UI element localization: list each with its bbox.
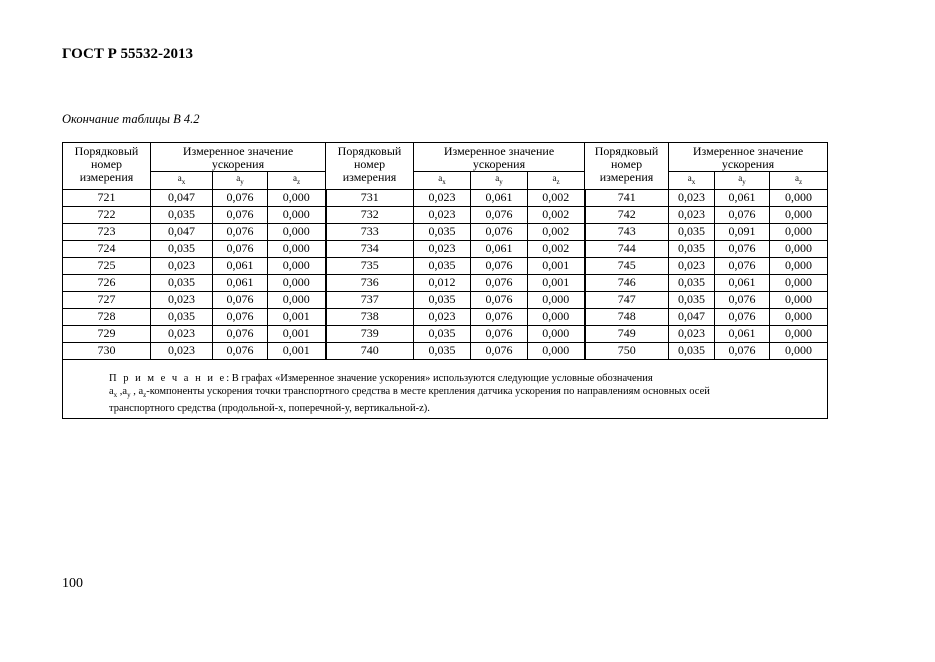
acceleration-value-cell: 0,076 — [213, 206, 268, 223]
axis-z-label: $a_z$ — [770, 172, 828, 190]
acceleration-value-cell: 0,000 — [268, 291, 326, 308]
measurement-number-cell: 738 — [326, 308, 414, 325]
acceleration-value-cell: 0,023 — [414, 189, 471, 206]
measurement-number-cell: 730 — [63, 342, 151, 359]
acceleration-value-cell: 0,035 — [151, 308, 213, 325]
acceleration-value-cell: 0,000 — [268, 240, 326, 257]
acceleration-value-cell: 0,000 — [770, 257, 828, 274]
acceleration-value-cell: 0,091 — [715, 223, 770, 240]
note-line-2: $a_x$ $,a_y$ , $a_z$-компоненты ускорения точки транспортного средства в месте крепления датчика ускорения по направлениям основных осей — [109, 385, 710, 399]
acceleration-value-cell: 0,035 — [151, 240, 213, 257]
acceleration-value-cell: 0,076 — [213, 325, 268, 342]
axis-y-label: $a_y$ — [715, 172, 770, 190]
axis-y-label: $a_y$ — [471, 172, 528, 190]
measurement-number-cell: 732 — [326, 206, 414, 223]
header-text: номер — [353, 157, 386, 171]
acceleration-value-cell: 0,076 — [715, 206, 770, 223]
header-text: измерения — [599, 170, 654, 184]
acceleration-value-cell: 0,076 — [213, 291, 268, 308]
table-row — [63, 189, 828, 206]
measurement-number-cell: 722 — [63, 206, 151, 223]
header-text: Порядковый — [337, 144, 402, 158]
table-row — [63, 240, 828, 257]
acceleration-value-cell: 0,076 — [213, 189, 268, 206]
acceleration-value-cell: 0,047 — [151, 223, 213, 240]
table-body — [63, 189, 828, 359]
measurement-table — [62, 142, 828, 419]
acceleration-value-cell: 0,000 — [528, 291, 585, 308]
axis-header-row — [63, 172, 828, 190]
acceleration-value-cell: 0,000 — [770, 274, 828, 291]
header-text: Измеренное значение — [443, 144, 555, 158]
acceleration-value-cell: 0,000 — [268, 223, 326, 240]
axis-x-label: $a_x$ — [669, 172, 715, 190]
header-number-1 — [63, 143, 151, 190]
measurement-number-cell: 735 — [326, 257, 414, 274]
acceleration-value-cell: 0,012 — [414, 274, 471, 291]
measurement-number-cell: 749 — [585, 325, 669, 342]
header-text: номер — [90, 157, 123, 171]
acceleration-value-cell: 0,035 — [414, 325, 471, 342]
measurement-number-cell: 740 — [326, 342, 414, 359]
measurement-number-cell: 731 — [326, 189, 414, 206]
table-row — [63, 206, 828, 223]
acceleration-value-cell: 0,000 — [528, 342, 585, 359]
acceleration-value-cell: 0,000 — [770, 325, 828, 342]
acceleration-value-cell: 0,035 — [151, 206, 213, 223]
axis-x-label: $a_x$ — [151, 172, 213, 190]
acceleration-value-cell: 0,000 — [770, 240, 828, 257]
table-row — [63, 342, 828, 359]
measurement-number-cell: 741 — [585, 189, 669, 206]
measurement-number-cell: 727 — [63, 291, 151, 308]
acceleration-value-cell: 0,023 — [414, 240, 471, 257]
measurement-number-cell: 744 — [585, 240, 669, 257]
acceleration-value-cell: 0,000 — [770, 189, 828, 206]
acceleration-value-cell: 0,035 — [414, 223, 471, 240]
header-value-3 — [669, 143, 828, 172]
acceleration-value-cell: 0,035 — [151, 274, 213, 291]
acceleration-value-cell: 0,023 — [151, 325, 213, 342]
table-note — [63, 359, 828, 418]
acceleration-value-cell: 0,035 — [414, 291, 471, 308]
acceleration-value-cell: 0,076 — [471, 257, 528, 274]
acceleration-value-cell: 0,061 — [715, 325, 770, 342]
table-row — [63, 223, 828, 240]
acceleration-value-cell: 0,076 — [471, 308, 528, 325]
note-text: : В графах «Измеренное значение ускорения» используются следующие условные обозначения — [226, 372, 653, 384]
acceleration-value-cell: 0,061 — [471, 189, 528, 206]
table-header-row — [63, 143, 828, 172]
measurement-number-cell: 725 — [63, 257, 151, 274]
acceleration-value-cell: 0,061 — [213, 274, 268, 291]
acceleration-value-cell: 0,023 — [414, 308, 471, 325]
header-text: измерения — [342, 170, 397, 184]
page-number: 100 — [62, 576, 83, 591]
measurement-number-cell: 724 — [63, 240, 151, 257]
acceleration-value-cell: 0,000 — [770, 223, 828, 240]
acceleration-value-cell: 0,023 — [669, 206, 715, 223]
acceleration-value-cell: 0,076 — [715, 308, 770, 325]
acceleration-value-cell: 0,061 — [715, 274, 770, 291]
note-title: П р и м е ч а н и е — [109, 372, 227, 384]
acceleration-value-cell: 0,000 — [268, 274, 326, 291]
acceleration-value-cell: 0,023 — [669, 189, 715, 206]
acceleration-value-cell: 0,001 — [528, 257, 585, 274]
header-text: номер — [610, 157, 643, 171]
measurement-number-cell: 733 — [326, 223, 414, 240]
acceleration-value-cell: 0,023 — [414, 206, 471, 223]
measurement-number-cell: 743 — [585, 223, 669, 240]
acceleration-value-cell: 0,035 — [669, 223, 715, 240]
acceleration-value-cell: 0,035 — [669, 342, 715, 359]
table-row — [63, 325, 828, 342]
acceleration-value-cell: 0,061 — [715, 189, 770, 206]
acceleration-value-cell: 0,076 — [213, 223, 268, 240]
acceleration-value-cell: 0,035 — [669, 291, 715, 308]
header-number-3 — [585, 143, 669, 190]
acceleration-value-cell: 0,035 — [669, 240, 715, 257]
measurement-number-cell: 739 — [326, 325, 414, 342]
axis-z-label: $a_z$ — [528, 172, 585, 190]
acceleration-value-cell: 0,047 — [151, 189, 213, 206]
axis-z-label: $a_z$ — [268, 172, 326, 190]
measurement-number-cell: 750 — [585, 342, 669, 359]
acceleration-value-cell: 0,001 — [268, 308, 326, 325]
acceleration-value-cell: 0,076 — [471, 206, 528, 223]
acceleration-value-cell: 0,002 — [528, 206, 585, 223]
axis-x-label: $a_x$ — [414, 172, 471, 190]
measurement-number-cell: 736 — [326, 274, 414, 291]
acceleration-value-cell: 0,076 — [715, 240, 770, 257]
acceleration-value-cell: 0,000 — [770, 206, 828, 223]
measurement-number-cell: 748 — [585, 308, 669, 325]
table-row — [63, 274, 828, 291]
measurement-number-cell: 747 — [585, 291, 669, 308]
measurement-number-cell: 728 — [63, 308, 151, 325]
acceleration-value-cell: 0,001 — [268, 342, 326, 359]
acceleration-value-cell: 0,035 — [669, 274, 715, 291]
acceleration-value-cell: 0,076 — [471, 325, 528, 342]
acceleration-value-cell: 0,023 — [669, 257, 715, 274]
header-text: Порядковый — [74, 144, 139, 158]
note-row — [63, 359, 828, 418]
acceleration-value-cell: 0,002 — [528, 223, 585, 240]
acceleration-value-cell: 0,001 — [268, 325, 326, 342]
acceleration-value-cell: 0,047 — [669, 308, 715, 325]
acceleration-value-cell: 0,023 — [151, 257, 213, 274]
measurement-number-cell: 729 — [63, 325, 151, 342]
header-text: Измеренное значение — [692, 144, 804, 158]
measurement-number-cell: 723 — [63, 223, 151, 240]
table-row — [63, 291, 828, 308]
acceleration-value-cell: 0,061 — [213, 257, 268, 274]
acceleration-value-cell: 0,076 — [213, 240, 268, 257]
acceleration-value-cell: 0,076 — [471, 291, 528, 308]
acceleration-value-cell: 0,076 — [213, 342, 268, 359]
acceleration-value-cell: 0,000 — [770, 342, 828, 359]
acceleration-value-cell: 0,000 — [770, 291, 828, 308]
acceleration-value-cell: 0,076 — [471, 223, 528, 240]
header-text: ускорения — [211, 157, 265, 171]
acceleration-value-cell: 0,035 — [414, 257, 471, 274]
acceleration-value-cell: 0,001 — [528, 274, 585, 291]
header-text: Измеренное значение — [182, 144, 294, 158]
acceleration-value-cell: 0,076 — [471, 274, 528, 291]
measurement-number-cell: 726 — [63, 274, 151, 291]
measurement-number-cell: 745 — [585, 257, 669, 274]
header-text: Порядковый — [594, 144, 659, 158]
acceleration-value-cell: 0,002 — [528, 240, 585, 257]
acceleration-value-cell: 0,000 — [528, 308, 585, 325]
acceleration-value-cell: 0,000 — [770, 308, 828, 325]
acceleration-value-cell: 0,076 — [715, 342, 770, 359]
acceleration-value-cell: 0,035 — [414, 342, 471, 359]
table-row — [63, 257, 828, 274]
header-text: ускорения — [721, 157, 775, 171]
acceleration-value-cell: 0,000 — [528, 325, 585, 342]
header-value-2 — [414, 143, 585, 172]
measurement-number-cell: 746 — [585, 274, 669, 291]
header-text: ускорения — [472, 157, 526, 171]
acceleration-value-cell: 0,000 — [268, 189, 326, 206]
acceleration-value-cell: 0,076 — [715, 257, 770, 274]
header-value-1 — [151, 143, 326, 172]
acceleration-value-cell: 0,076 — [715, 291, 770, 308]
acceleration-value-cell: 0,023 — [151, 342, 213, 359]
measurement-number-cell: 742 — [585, 206, 669, 223]
measurement-number-cell: 734 — [326, 240, 414, 257]
acceleration-value-cell: 0,023 — [151, 291, 213, 308]
acceleration-value-cell: 0,002 — [528, 189, 585, 206]
header-text: измерения — [79, 170, 134, 184]
axis-y-label: $a_y$ — [213, 172, 268, 190]
measurement-number-cell: 721 — [63, 189, 151, 206]
acceleration-value-cell: 0,023 — [669, 325, 715, 342]
table-row — [63, 308, 828, 325]
document-header: ГОСТ Р 55532-2013 — [62, 46, 194, 62]
acceleration-value-cell: 0,000 — [268, 257, 326, 274]
note-line-1 — [109, 372, 823, 385]
header-number-2 — [326, 143, 414, 190]
measurement-number-cell: 737 — [326, 291, 414, 308]
acceleration-value-cell: 0,000 — [268, 206, 326, 223]
acceleration-value-cell: 0,076 — [471, 342, 528, 359]
note-line-3: транспортного средства (продольной-x, поперечной-y, вертикальной-z). — [109, 402, 430, 414]
acceleration-value-cell: 0,061 — [471, 240, 528, 257]
table-caption: Окончание таблицы В 4.2 — [62, 112, 200, 126]
acceleration-value-cell: 0,076 — [213, 308, 268, 325]
